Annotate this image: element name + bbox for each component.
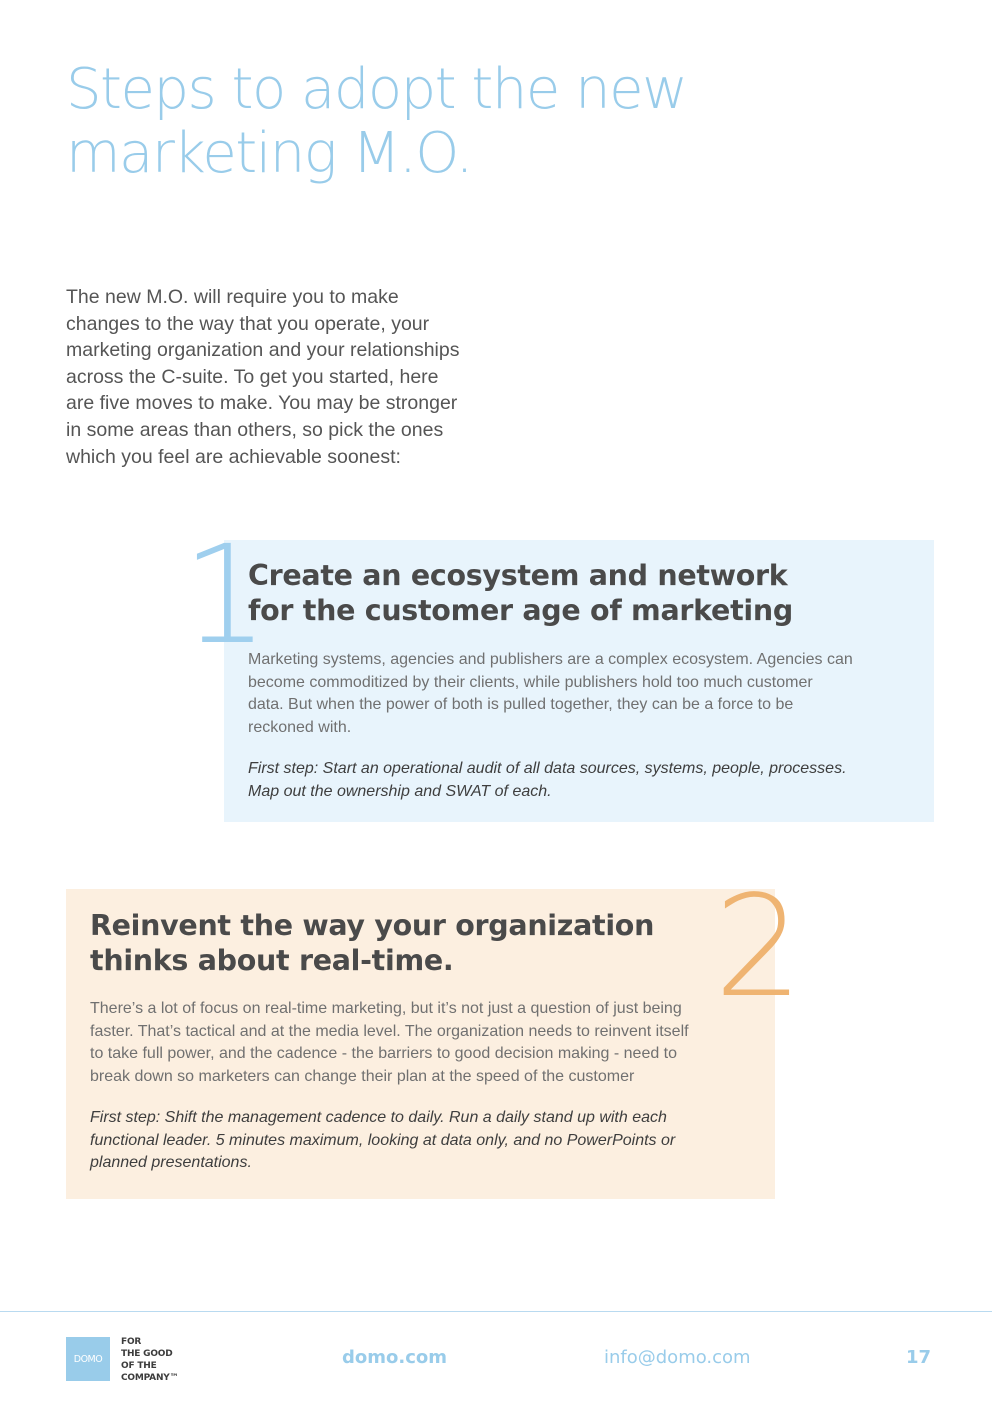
step-2-number: 2 [714, 866, 804, 1029]
intro-line: across the C-suite. To get you started, here [66, 365, 439, 388]
step-1-number: 1 [182, 517, 269, 675]
tagline-line: THE GOOD [121, 1349, 173, 1359]
tagline-line: FOR [121, 1337, 142, 1347]
step-1-first-step-line: Map out the ownership and SWAT of each. [248, 782, 552, 800]
step-2-first-step-line: planned presentations. [90, 1154, 252, 1171]
step-1-body-line: reckoned with. [248, 718, 352, 736]
footer-tagline [121, 1336, 178, 1384]
step-1-heading-line: for the customer age of marketing [248, 594, 793, 627]
step-2-body-line: faster. That’s tactical and at the media level. The organization needs to reinvent itself [90, 1022, 689, 1040]
step-1-first-step [248, 758, 847, 803]
step-2-body-line: break down so marketers can change their plan at the speed of the customer [90, 1067, 635, 1085]
tagline-line: OF THE [121, 1361, 157, 1371]
step-2-body-line: to take full power, and the cadence - the barriers to good decision making - need to [90, 1045, 678, 1062]
page-title [66, 58, 766, 186]
step-2-heading-line: Reinvent the way your organization [90, 909, 655, 942]
footer-divider [0, 1311, 992, 1312]
page-number: 17 [906, 1347, 932, 1368]
domo-logo [66, 1337, 110, 1381]
step-1-heading [248, 558, 793, 628]
footer-website-link[interactable]: domo.com [342, 1347, 448, 1368]
step-1-body-line: Marketing systems, agencies and publishers are a complex ecosystem. Agencies can [248, 651, 853, 668]
step-2-first-step [90, 1107, 675, 1175]
step-2-heading-line: thinks about real-time. [90, 944, 454, 977]
intro-line: The new M.O. will require you to make [66, 286, 399, 308]
tagline-line: COMPANY™ [121, 1373, 179, 1383]
intro-line: changes to the way that you operate, your [66, 312, 430, 335]
intro-line: are five moves to make. You may be stronger [66, 392, 458, 415]
intro-line: which you feel are achievable soonest: [66, 445, 401, 468]
intro-line: in some areas than others, so pick the ones [66, 418, 444, 441]
page-title-line: Steps to adopt the new [66, 57, 687, 122]
step-2-first-step-line: functional leader. 5 minutes maximum, looking at data only, and no PowerPoints or [90, 1131, 676, 1149]
step-1-body [248, 649, 853, 739]
intro-line: marketing organization and your relationships [66, 339, 460, 362]
domo-logo-text: DOMO [73, 1353, 103, 1365]
page-title-line: marketing M.O. [66, 121, 472, 186]
step-1-body-line: data. But when the power of both is pulled together, they can be a force to be [248, 696, 794, 713]
step-2-body-line: There’s a lot of focus on real-time marketing, but it’s not just a question of just being [90, 1000, 682, 1017]
step-2-body [90, 998, 689, 1088]
step-1-first-step-line: First step: Start an operational audit of all data sources, systems, people, processes. [248, 760, 847, 777]
footer-email-link[interactable]: info@domo.com [604, 1347, 751, 1368]
intro-paragraph [66, 284, 496, 470]
step-2-heading [90, 908, 654, 978]
step-1-heading-line: Create an ecosystem and network [248, 559, 788, 592]
step-2-first-step-line: First step: Shift the management cadence to daily. Run a daily stand up with each [90, 1109, 667, 1126]
step-1-body-line: become commoditized by their clients, while publishers hold too much customer [248, 673, 813, 691]
